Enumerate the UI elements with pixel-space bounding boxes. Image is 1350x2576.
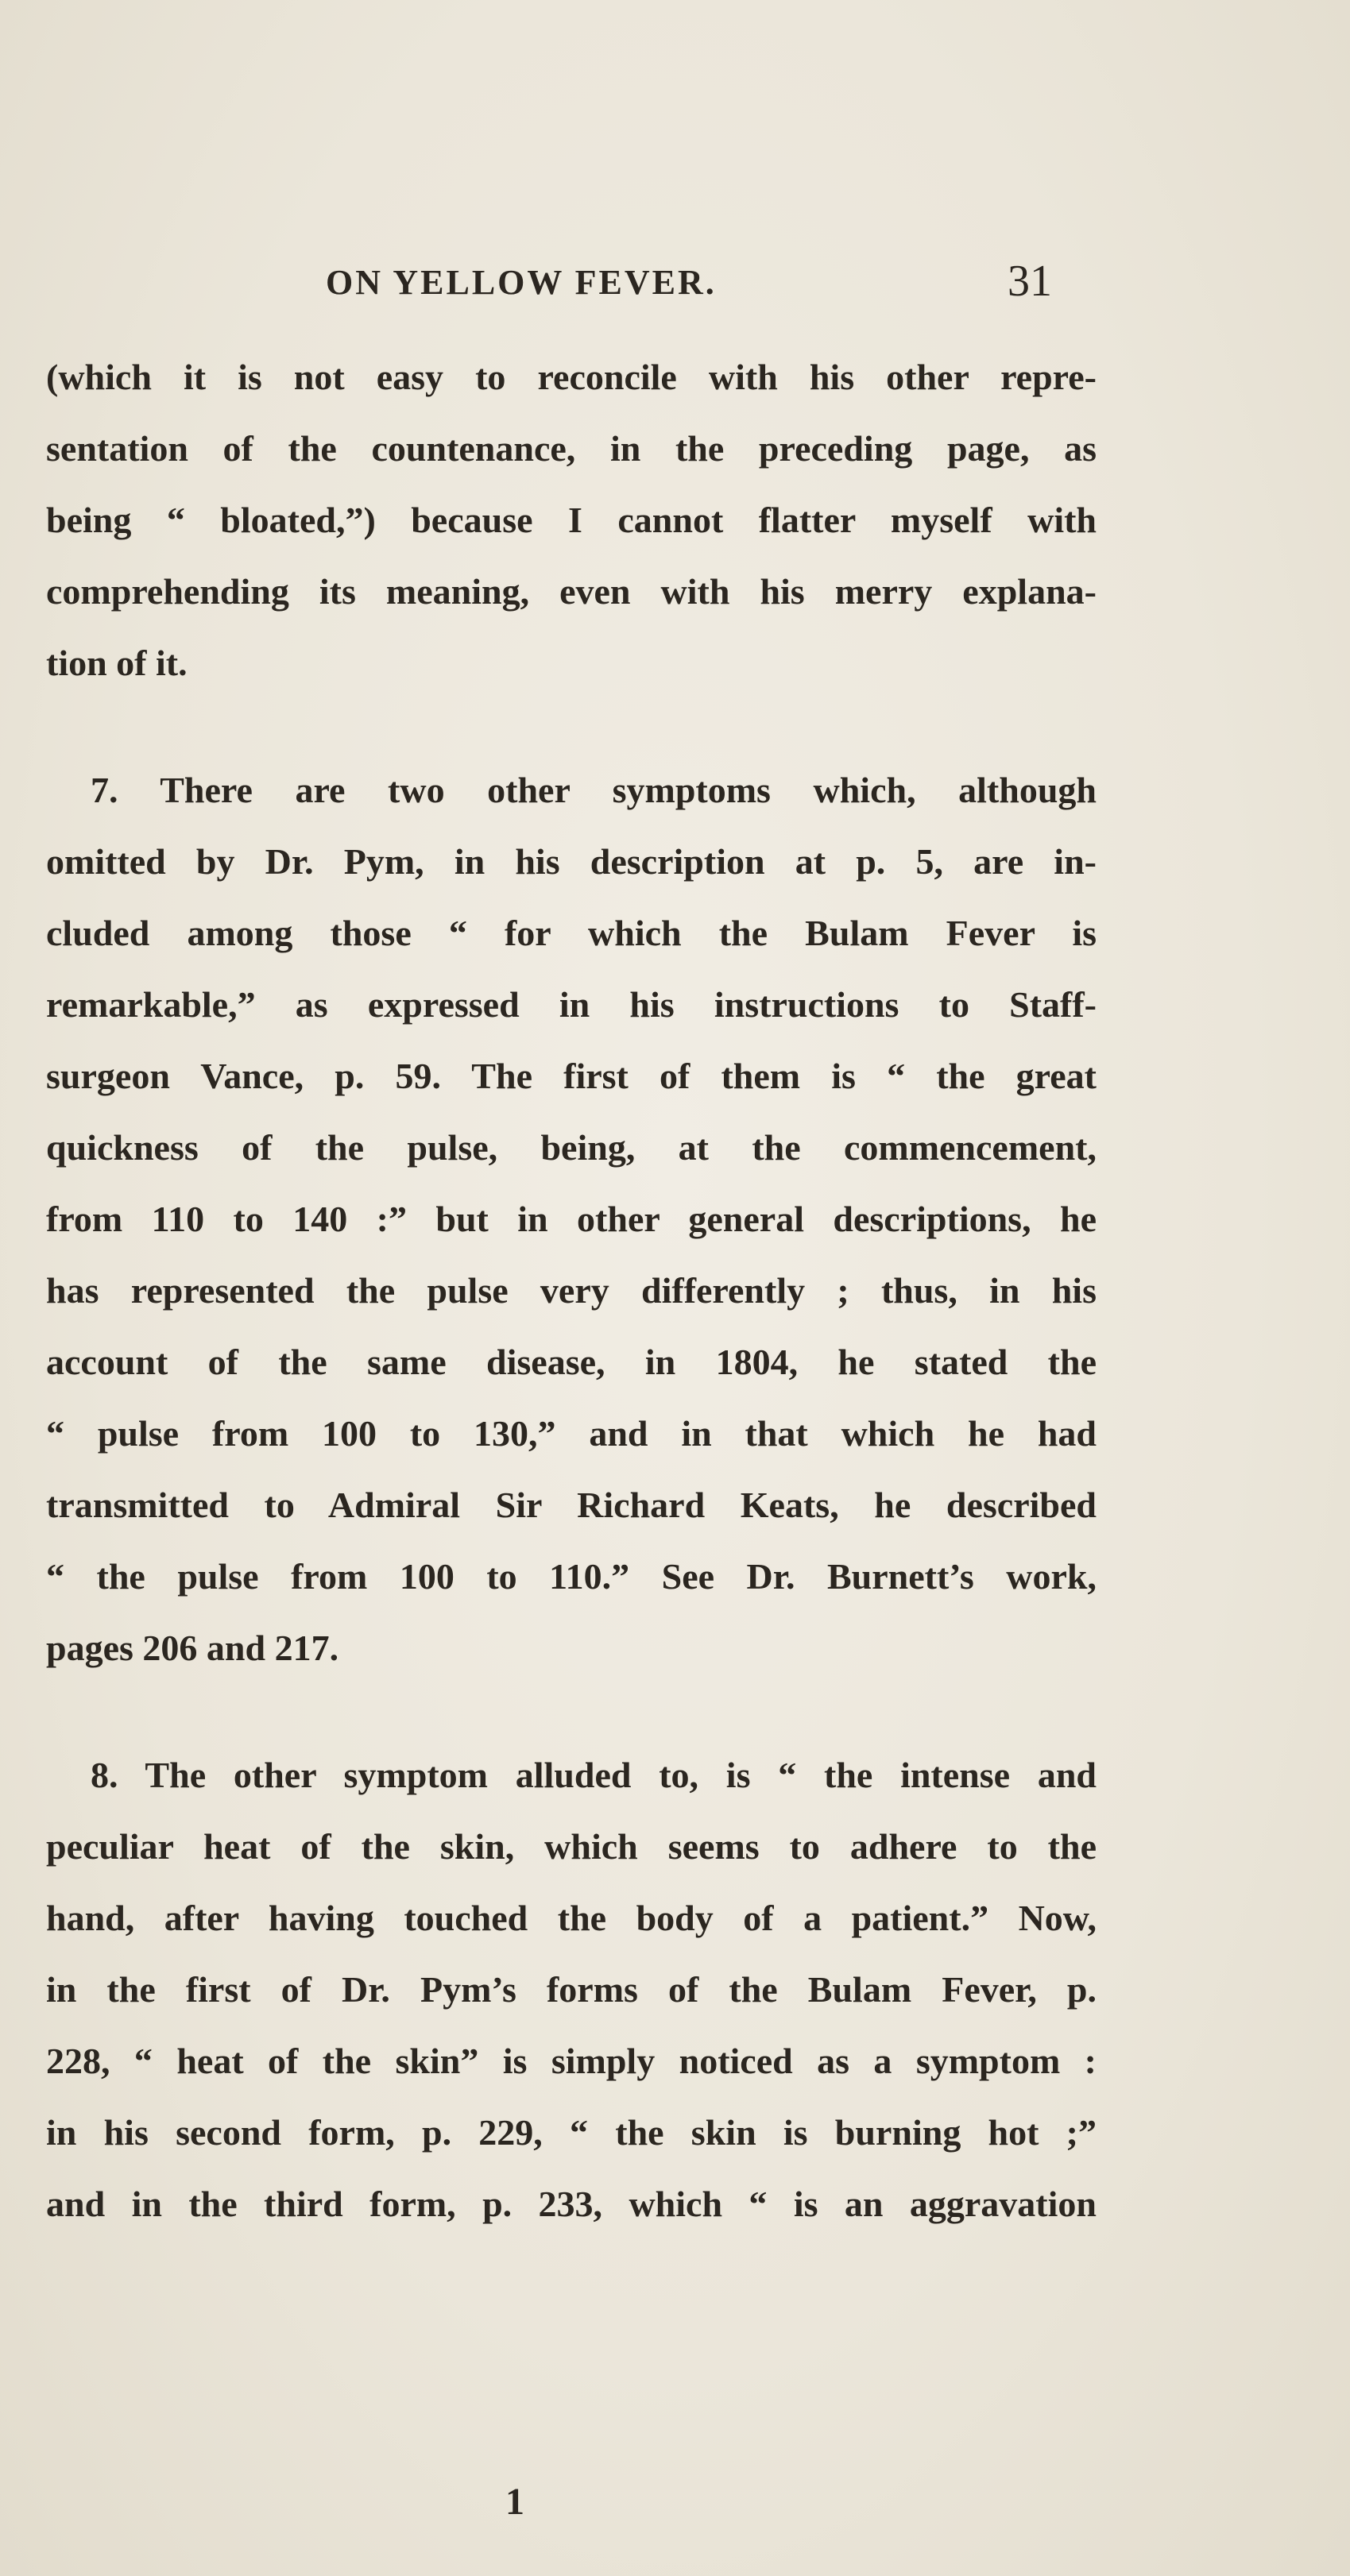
text-line: cluded among those “ for which the Bulam Fever is (46, 913, 1097, 953)
signature-mark: 1 (505, 2481, 524, 2523)
text-line: hand, after having touched the body of a patient.” Now, (46, 1898, 1097, 1938)
paragraph-gap (46, 1684, 1097, 1740)
paragraph-gap (46, 699, 1097, 755)
running-title: ON YELLOW FEVER. (326, 263, 717, 302)
page-number: 31 (1008, 257, 1052, 306)
text-line: “ pulse from 100 to 130,” and in that which he had (46, 1413, 1097, 1454)
text-line: “ the pulse from 100 to 110.” See Dr. Burnett’s work, (46, 1556, 1097, 1597)
text-line: 7. There are two other symptoms which, although (91, 770, 1097, 810)
text-line: in the first of Dr. Pym’s forms of the Bulam Fever, p. (46, 1969, 1097, 2010)
running-head (0, 256, 1350, 319)
text-line: pages 206 and 217. (46, 1628, 339, 1668)
text-line: remarkable,” as expressed in his instructions to Staff- (46, 984, 1097, 1025)
paragraph-8 (46, 1740, 1097, 2240)
text-line: 8. The other symptom alluded to, is “ the intense and (91, 1755, 1097, 1795)
text-line: quickness of the pulse, being, at the commencement, (46, 1127, 1097, 1168)
text-line: from 110 to 140 :” but in other general descriptions, he (46, 1199, 1097, 1239)
text-line: has represented the pulse very differently ; thus, in his (46, 1270, 1097, 1311)
text-line: account of the same disease, in 1804, he stated the (46, 1342, 1097, 1382)
text-line: omitted by Dr. Pym, in his description at p. 5, are in- (46, 841, 1097, 882)
text-line: transmitted to Admiral Sir Richard Keats, he described (46, 1485, 1097, 1525)
text-line: 228, “ heat of the skin” is simply noticed as a symptom : (46, 2041, 1097, 2081)
body-text (46, 342, 1097, 2240)
text-line: being “ bloated,”) because I cannot flatter myself with (46, 500, 1097, 540)
text-line: sentation of the countenance, in the preceding page, as (46, 428, 1097, 469)
text-line: (which it is not easy to reconcile with his other repre- (46, 357, 1097, 397)
paragraph-7 (46, 755, 1097, 1684)
text-line: and in the third form, p. 233, which “ is an aggravation (46, 2184, 1097, 2224)
text-line: peculiar heat of the skin, which seems to adhere to the (46, 1826, 1097, 1867)
text-line: surgeon Vance, p. 59. The first of them is “ the great (46, 1056, 1097, 1096)
text-line: in his second form, p. 229, “ the skin is burning hot ;” (46, 2112, 1097, 2153)
paragraph-continuation (46, 342, 1097, 699)
text-line: comprehending its meaning, even with his merry explana- (46, 571, 1097, 612)
text-line: tion of it. (46, 643, 188, 683)
